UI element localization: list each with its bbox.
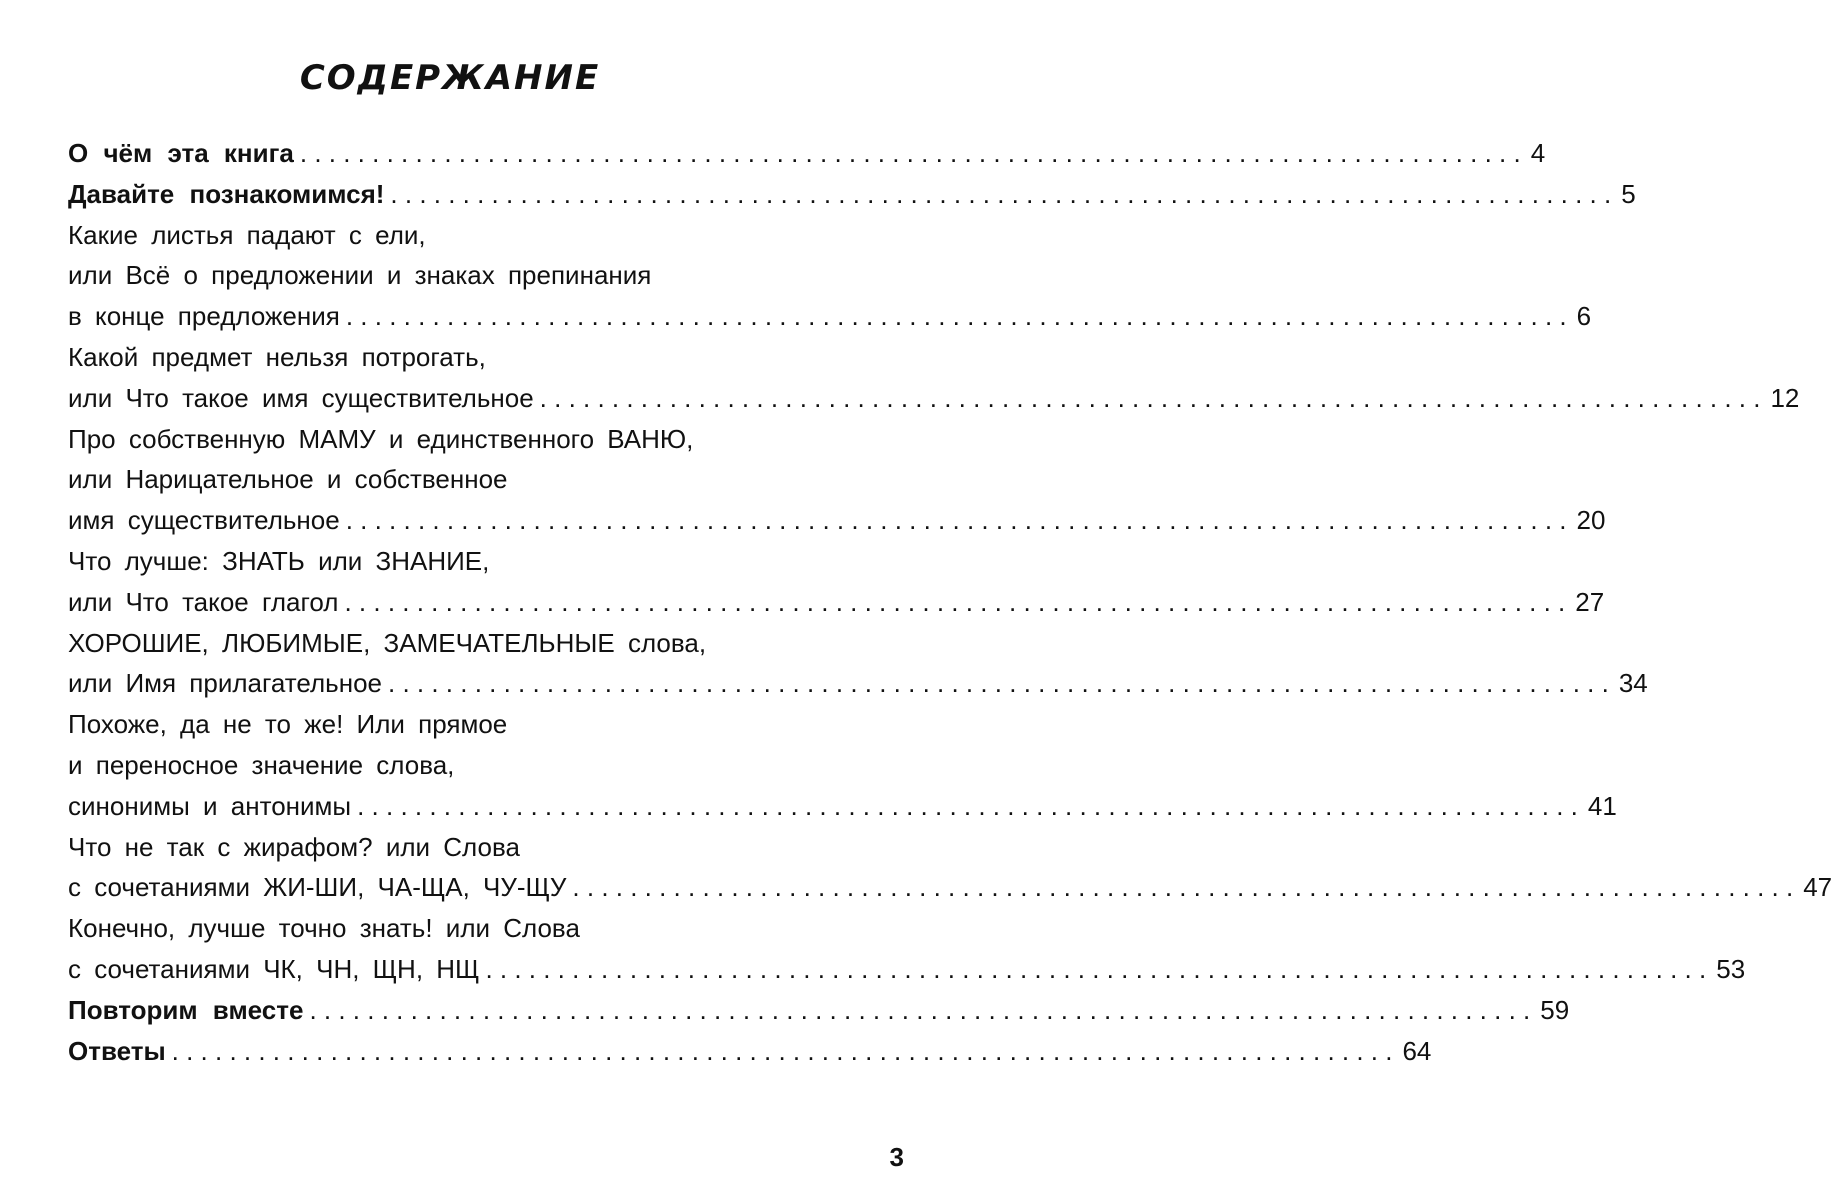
page-title: СОДЕРЖАНИЕ bbox=[299, 58, 601, 98]
toc-entry-line: Конечно, лучше точно знать! или Слова bbox=[68, 913, 580, 944]
toc-entry-title: или Что такое глагол bbox=[68, 586, 339, 617]
dot-leader bbox=[172, 1031, 1393, 1072]
page-number: 3 bbox=[889, 1142, 904, 1172]
toc-page-number: 64 bbox=[1402, 1035, 1432, 1066]
toc-page-number: 59 bbox=[1540, 994, 1570, 1025]
dot-leader bbox=[388, 663, 1609, 704]
toc-page-number: 27 bbox=[1575, 586, 1605, 617]
toc-entry-title: Повторим вместе bbox=[68, 994, 304, 1025]
toc-entry-line: Что лучше: ЗНАТЬ или ЗНАНИЕ, bbox=[68, 545, 490, 576]
toc-entry[interactable] bbox=[68, 337, 1800, 419]
toc-entry[interactable] bbox=[68, 215, 1592, 337]
dot-leader bbox=[540, 378, 1761, 419]
toc-entry-title: О чём эта книга bbox=[68, 138, 294, 168]
toc-entry[interactable] bbox=[68, 990, 1570, 1031]
dot-leader bbox=[390, 174, 1611, 215]
toc-entry-line: или Всё о предложении и знаках препинания bbox=[68, 260, 652, 291]
toc-entry-line: Какие листья падают с ели, bbox=[68, 219, 426, 250]
toc-entry-title: имя существительное bbox=[68, 505, 340, 536]
toc-page-number: 5 bbox=[1621, 178, 1636, 209]
toc-entry-title: с сочетаниями ЖИ-ШИ, ЧА-ЩА, ЧУ-ЩУ bbox=[68, 872, 567, 903]
toc-entry-title: с сочетаниями ЧК, ЧН, ЩН, НЩ bbox=[68, 953, 480, 984]
toc-entry-line: Похоже, да не то же! Или прямое bbox=[68, 709, 508, 740]
toc-entry-line: и переносное значение слова, bbox=[68, 749, 455, 780]
toc-page-number: 41 bbox=[1587, 790, 1617, 821]
toc-entry-title: синонимы и антонимы bbox=[68, 790, 352, 821]
toc-entry-title: или Что такое имя существительное bbox=[68, 382, 534, 413]
toc-entry-title: Ответы bbox=[68, 1035, 166, 1066]
dot-leader bbox=[346, 296, 1567, 337]
toc-entry-line: или Нарицательное и собственное bbox=[68, 464, 508, 495]
toc-entry[interactable] bbox=[68, 174, 1636, 215]
toc-page-number: 47 bbox=[1803, 872, 1832, 903]
dot-leader bbox=[572, 867, 1793, 908]
toc-page-number: 20 bbox=[1576, 505, 1606, 536]
toc-entry-line: ХОРОШИЕ, ЛЮБИМЫЕ, ЗАМЕЧАТЕЛЬНЫЕ слова, bbox=[68, 627, 707, 658]
toc-entry-title: или Имя прилагательное bbox=[68, 668, 383, 699]
toc-entry-title: Давайте познакомимся! bbox=[68, 178, 385, 209]
toc-entry-title: в конце предложения bbox=[68, 301, 340, 332]
dot-leader bbox=[357, 786, 1578, 827]
toc-page-number: 12 bbox=[1770, 382, 1800, 413]
dot-leader bbox=[346, 500, 1567, 541]
toc-page-number: 6 bbox=[1576, 301, 1592, 332]
toc-entry-line: Что не так с жирафом? или Слова bbox=[68, 831, 520, 862]
toc-entry-line: Какой предмет нельзя потрогать, bbox=[68, 341, 486, 372]
toc-page-number: 53 bbox=[1716, 953, 1746, 984]
toc-page-number: 34 bbox=[1618, 668, 1648, 699]
dot-leader bbox=[309, 990, 1530, 1031]
toc-page-number: 4 bbox=[1530, 138, 1546, 168]
dot-leader bbox=[300, 133, 1521, 174]
toc-entry[interactable] bbox=[68, 623, 1648, 705]
toc-entry[interactable] bbox=[68, 541, 1605, 623]
toc-entry[interactable] bbox=[68, 908, 1746, 990]
toc-entry-line: Про собственную МАМУ и единственного ВАНЮ, bbox=[68, 423, 694, 454]
dot-leader bbox=[344, 582, 1565, 623]
toc-entry[interactable] bbox=[68, 827, 1832, 909]
toc-entry[interactable] bbox=[68, 1031, 1432, 1072]
dot-leader bbox=[485, 949, 1706, 990]
table-of-contents bbox=[68, 133, 1832, 1071]
toc-entry[interactable] bbox=[68, 419, 1606, 541]
toc-entry[interactable] bbox=[68, 133, 1546, 174]
toc-entry[interactable] bbox=[68, 704, 1617, 826]
